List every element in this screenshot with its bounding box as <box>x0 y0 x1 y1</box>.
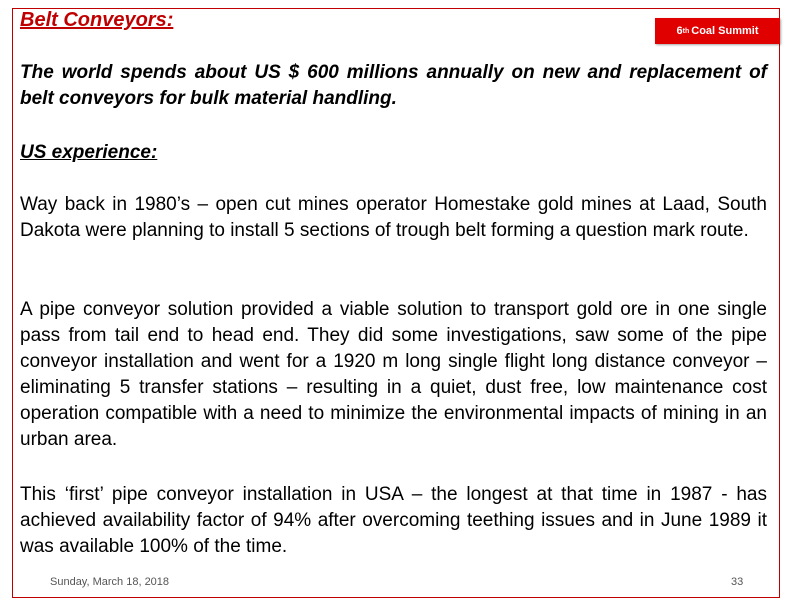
page-number: 33 <box>731 576 744 588</box>
slide-title: Belt Conveyors: <box>20 9 174 31</box>
badge-ordinal: 6 <box>676 25 683 37</box>
badge-suffix: th <box>682 27 690 35</box>
section-heading: US experience: <box>20 142 158 163</box>
body-paragraph-2: A pipe conveyor solution provided a viable solution to transport gold ore in one single pass from tail end to head end. They did some investigations, saw some of the pipe conveyor installation and went for a 1920 m long single flight long distance conveyor – eliminating 5 transfer stations – resulting in a quiet, dust free, low maintenance cost operation compatible with a need to minimize the environmental impacts of mining in an urban area. <box>20 299 767 450</box>
badge-text: Coal Summit <box>691 25 759 37</box>
event-badge <box>655 18 780 44</box>
footer-date: Sunday, March 18, 2018 <box>50 576 170 588</box>
body-paragraph-3: This ‘first’ pipe conveyor installation in USA – the longest at that time in 1987 - has achieved availability factor of 94% after overcoming teething issues and in June 1989 it was available 100% of the time. <box>20 484 767 557</box>
intro-paragraph: The world spends about US $ 600 millions annually on new and replacement of belt conveyors for bulk material handling. <box>20 62 767 109</box>
body-paragraph-1: Way back in 1980’s – open cut mines operator Homestake gold mines at Laad, South Dakota were planning to install 5 sections of trough belt forming a question mark route. <box>20 194 767 241</box>
